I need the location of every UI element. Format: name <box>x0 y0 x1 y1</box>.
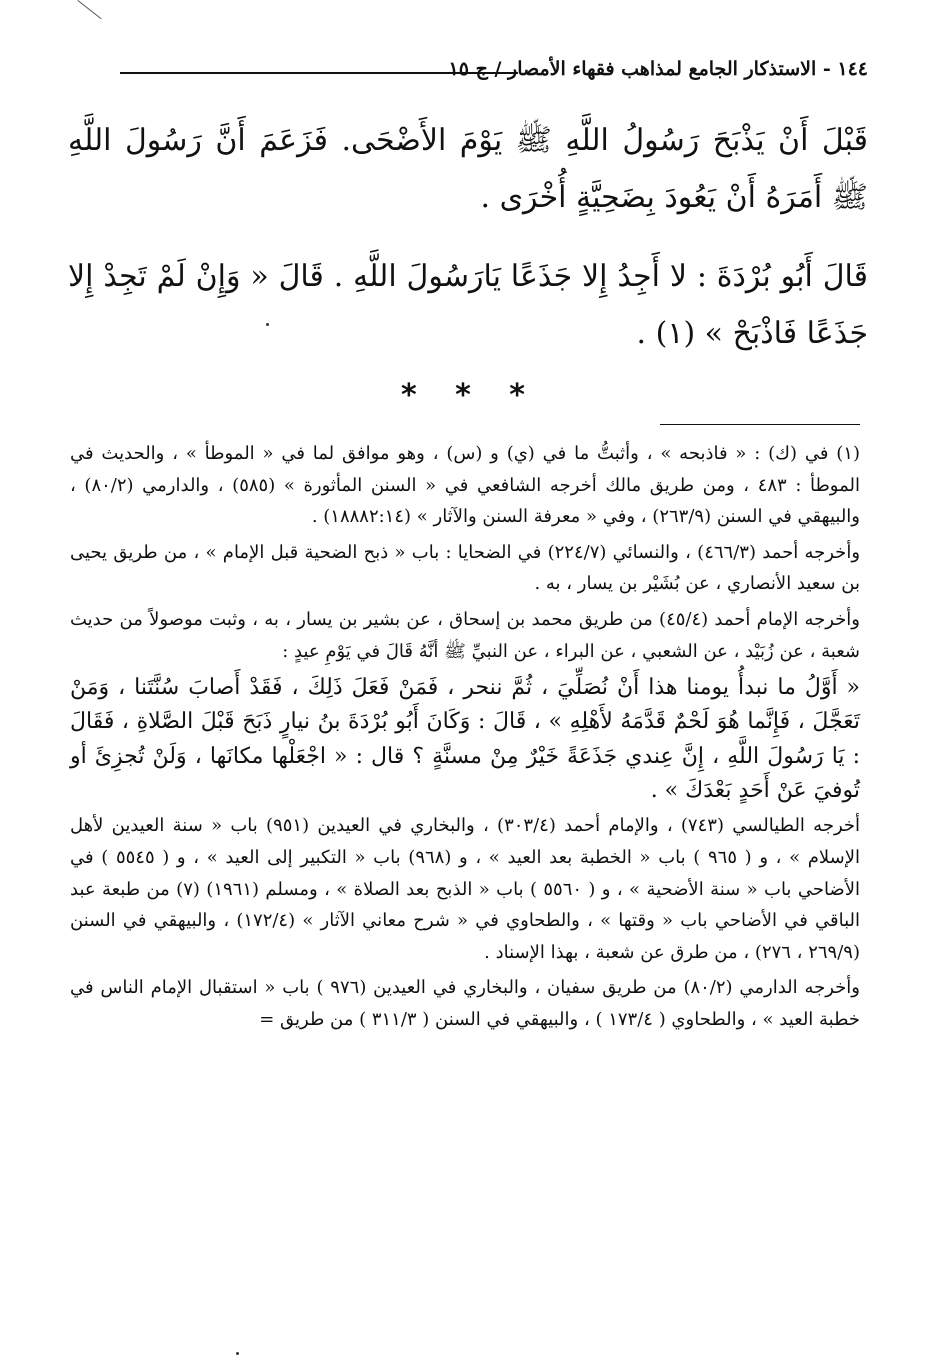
page-number: ١٤٤ <box>837 58 868 80</box>
scan-artifact-line <box>64 0 102 37</box>
main-paragraph-2: قَالَ أَبُو بُرْدَةَ : لا أَجِدُ إِلا جَذَعًا يَارَسُولَ اللَّهِ . قَالَ « وَإِنْ لَمْ تَجِدْ إِلا جَذَعًا فَاذْبَحْ » (١) . <box>68 259 868 351</box>
footnote-paragraph-mawsul: وأخرجه الإمام أحمد (٤٥/٤) من طريق محمد بن إسحاق ، عن بشير بن يسار ، به ، وثبت موصولاً من حديث شعبة ، عن زُبَيْد ، عن الشعبي ، عن البراء ، عن النبيِّ ﷺ أنَّهُ قَالَ في يَوْمِ عيدٍ : <box>70 608 860 662</box>
scan-speck <box>266 323 269 326</box>
header-title: - الاستذكار الجامع لمذاهب فقهاء الأمصار / ج ١٥ <box>448 58 831 80</box>
scan-speck <box>236 1352 239 1355</box>
header-rule <box>120 72 518 74</box>
main-text <box>68 112 868 362</box>
footnote-paragraph-takhrij: أخرجه الطيالسي (٧٤٣) ، والإمام أحمد (٣٠٣/٤) ، والبخاري في العيدين (٩٥١) باب « سنة العيدين لأهل الإسلام » ، و ( ٩٦٥ ) باب « الخطبة بعد العيد » ، و (٩٦٨) باب « التكبير إلى العيد » ، و ( ٥٥٤٥ ) في الأضاحي باب « سنة الأضحية » ، و ( ٥٥٦٠ ) باب « الذبح بعد الصلاة » ، ومسلم (١٩٦١) (٧) من طبعة عبد الباقي في الأضاحي باب « وقتها » ، والطحاوي في « شرح معاني الآثار » (١٧٢/٤) ، والبيهقي في السنن (٢٦٩/٩ ، ٢٧٦) ، من طرق عن شعبة ، بهذا الإسناد . <box>70 815 861 963</box>
footnote-paragraph-ahmad: وأخرجه أحمد (٤٦٦/٣) ، والنسائي (٢٢٤/٧) في الضحايا : باب « ذبح الضحية قبل الإمام » ، من طريق يحيى بن سعيد الأنصاري ، عن بُشَيْر بن يسار ، به . <box>70 541 861 595</box>
running-header <box>98 58 868 92</box>
section-separator: * * * <box>401 378 539 413</box>
header-text <box>449 58 868 80</box>
footnotes <box>70 438 860 1040</box>
footnote-1: (١) في (ك) : « فاذبحه » ، وأثبتُّ ما في (ي) و (س) ، وهو موافق لما في « الموطأ » ، والحديث في الموطأ : ٤٨٣ ، ومن طريق مالك أخرجه الشافعي في « السنن المأثورة » (٥٨٥) ، والدارمي (٨٠/٢) ، والبيهقي في السنن (٢٦٣/٩) ، وفي « معرفة السنن والآثار » (١٨٨٨٢:١٤) . <box>70 443 861 528</box>
footnote-paragraph-darimi: وأخرجه الدارمي (٨٠/٢) من طريق سفيان ، والبخاري في العيدين (٩٧٦ ) باب « استقبال الإمام الناس في خطبة العيد » ، والطحاوي ( ١٧٣/٤ ) ، والبيهقي في السنن ( ٣١١/٣ ) من طريق = <box>70 977 860 1030</box>
main-paragraph-1: قَبْلَ أَنْ يَذْبَحَ رَسُولُ اللَّهِ ﷺ يَوْمَ الأَضْحَى. فَزَعَمَ أَنَّ رَسُولَ اللَّهِ ﷺ أَمَرَهُ أَنْ يَعُودَ بِضَحِيَّةٍ أُخْرَى . <box>68 123 868 215</box>
footnote-rule <box>660 424 860 425</box>
footnote-hadith-quote: « أَوَّلُ ما نبدأُ يومنا هذا أَنْ نُصَلِّيَ ، ثُمَّ ننحر ، فَمَنْ فَعَلَ ذَلِكَ ، فَقَدْ أَصابَ سُنَّتَنا ، وَمَنْ تَعَجَّلَ ، فَإِنَّما هُوَ لَحْمٌ قَدَّمَهُ لأَهْلِهِ » ، قَالَ : وَكَانَ أَبُو بُرْدَةَ بنُ نيارٍ ذَبَحَ قَبْلَ الصَّلاةِ ، فَقَالَ : يَا رَسُولَ اللَّهِ ، إِنَّ عِندي جَذَعَةً خَيْرٌ مِنْ مسنَّةٍ ؟ قال : « اجْعَلْها مكانَها ، وَلَنْ تُجزِئَ أو تُوفيَ عَنْ أَحَدٍ بَعْدَكَ » . <box>70 675 860 804</box>
